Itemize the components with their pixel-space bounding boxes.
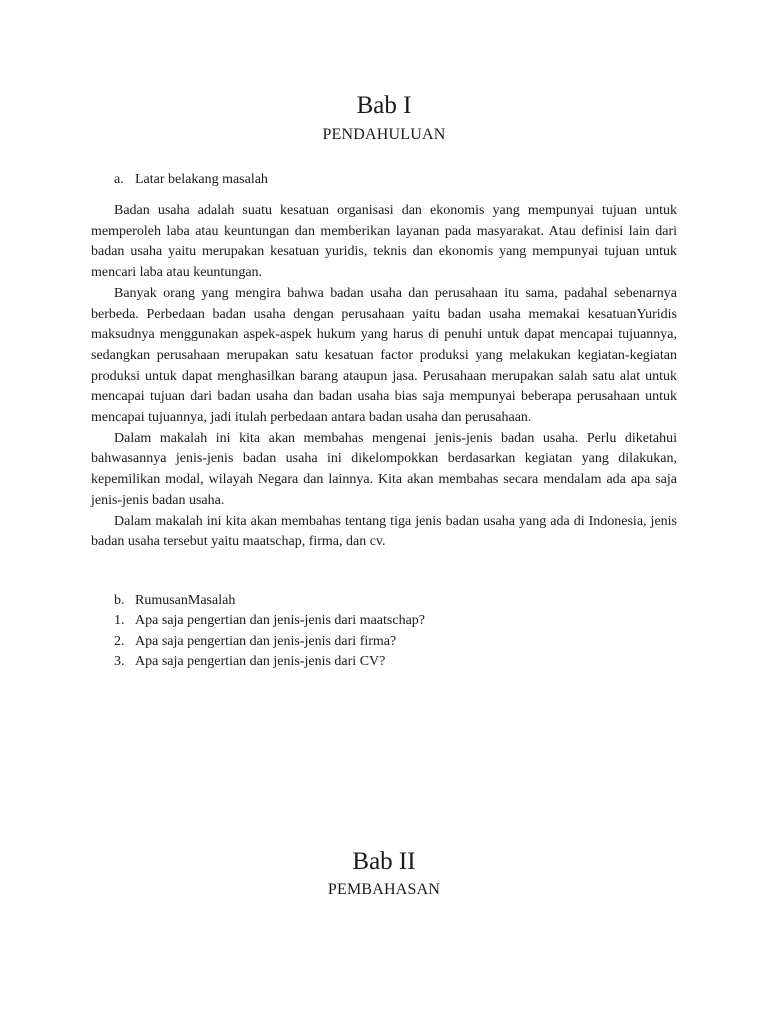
- chapter-2-title: Bab II: [352, 848, 416, 875]
- paragraph-2: Banyak orang yang mengira bahwa badan usaha dan perusahaan itu sama, padahal sebenarnya berbeda. Perbedaan badan usaha dengan perusahaan yaitu badan usaha memakai kesatuanYuridis maksudnya menggunakan aspek-aspek hukum yang harus di penuhi untuk dapat mencapai tujuannya, sedangkan perusahaan merupakan satu kesatuan factor produksi yang melakukan kegiatan-kegiatan produksi untuk dapat menghasilkan barang ataupun jasa. Perusahaan merupakan salah satu alat untuk mencapai tujuan dari badan usaha dan badan usaha bias saja mempunyai beberapa perusahaan untuk mencapai tujuannya, jadi itulah perbedaan antara badan usaha dan perusahaan.: [91, 285, 677, 426]
- list-item-text: Apa saja pengertian dan jenis-jenis dari CV?: [135, 654, 386, 670]
- paragraph-1: Badan usaha adalah suatu kesatuan organisasi dan ekonomis yang mempunyai tujuan untuk memperoleh laba atau keuntungan dan memberikan layanan pada masyarakat. Atau definisi lain dari badan usaha yaitu merupakan kesatuan yuridis, teknis dan ekonomis yang mempunyai tujuan untuk mencari laba atau keuntungan.: [91, 203, 677, 281]
- list-item: [114, 632, 425, 653]
- list-item-marker: 2.: [114, 633, 125, 649]
- chapter-1-subtitle: PENDAHULUAN: [322, 126, 446, 143]
- list-item-marker: 3.: [114, 654, 125, 670]
- list-item-text: Apa saja pengertian dan jenis-jenis dari maatschap?: [135, 613, 425, 628]
- section-a-title: Latar belakang masalah: [135, 172, 268, 187]
- chapter-1-title: Bab I: [356, 92, 412, 119]
- paragraph-4: Dalam makalah ini kita akan membahas tentang tiga jenis badan usaha yang ada di Indonesia, jenis badan usaha tersebut yaitu maatschap, firma, dan cv.: [91, 513, 677, 550]
- section-a-heading: [114, 170, 268, 190]
- paragraph-3: Dalam makalah ini kita akan membahas mengenai jenis-jenis badan usaha. Perlu diketahui bahwasannya jenis-jenis badan usaha ini dikelompokkan berdasarkan kegiatan yang dilakukan, kepemilikan modal, wilayah Negara dan lainnya. Kita akan membahas secara mendalam ada apa saja jenis-jenis badan usaha.: [91, 430, 677, 508]
- chapter-2-subtitle: PEMBAHASAN: [327, 881, 441, 898]
- section-b-title: RumusanMasalah: [135, 593, 236, 608]
- section-b-heading: [114, 591, 235, 611]
- section-a-marker: a.: [114, 172, 124, 187]
- list-item: [114, 611, 425, 632]
- body-text: [91, 201, 677, 553]
- section-b-marker: b.: [114, 593, 125, 608]
- list-item-text: Apa saja pengertian dan jenis-jenis dari firma?: [135, 633, 397, 649]
- problem-list: [114, 611, 425, 673]
- list-item: [114, 652, 425, 673]
- list-item-marker: 1.: [114, 613, 125, 628]
